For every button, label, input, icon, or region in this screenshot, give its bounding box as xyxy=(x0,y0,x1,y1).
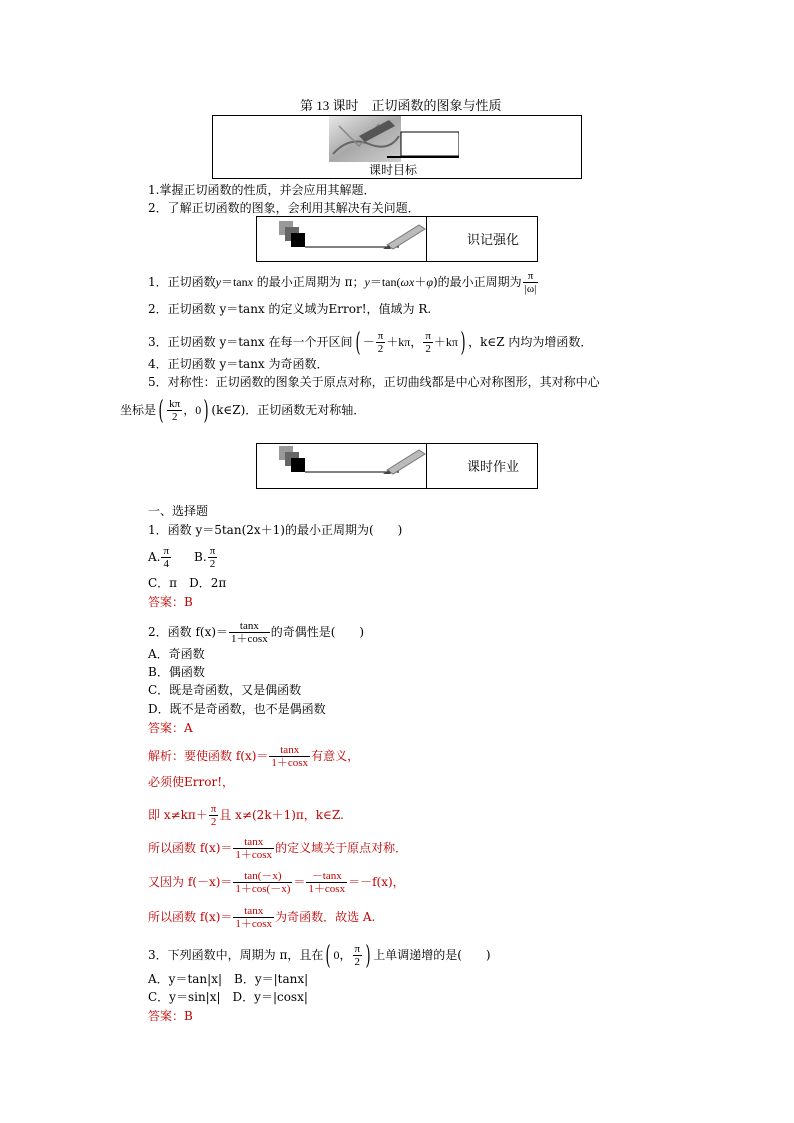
fact-4: 4．正切函数 y＝tanx 为奇函数． xyxy=(148,357,329,371)
part-title: 一、选择题 xyxy=(148,504,209,518)
q3-options-cd: C．y＝sin|x| D．y＝|cosx| xyxy=(148,990,308,1004)
q2-analysis-5: 又因为 f(－x)＝ $\frac{\tan(-x)}{1+\cos(-x)}$ ＝ $\frac{-\tan x}{1+\cos x}$ ＝－f(x)， xyxy=(148,870,405,895)
fact-5-line-2: 坐标是( $\frac{k\pi}{2}$ ，0) (k∈Z)．正切函数无对称轴． xyxy=(120,395,366,426)
fact-3: 3．正切函数 y＝tanx 在每一个开区间( － $\frac{\pi}{2}$ ＋kπ， $\frac{\pi}{2}$ ＋kπ) ，k∈Z 内均为增函数． xyxy=(148,327,593,358)
q2-option-a: A．奇函数 xyxy=(148,647,205,661)
fact-5-line-1: 5．对称性：正切函数的图象关于原点对称，正切曲线都是中心对称图形，其对称中心 xyxy=(148,375,600,389)
q1-answer: 答案：B xyxy=(148,595,193,609)
section-banner-1 xyxy=(256,216,538,262)
q2-option-d: D．既不是奇函数，也不是偶函数 xyxy=(148,702,326,716)
section1-title: 识记强化 xyxy=(467,232,520,247)
q3-stem: 3．下列函数中，周期为 π，且在( 0， $\frac{\pi}{2}$ ) 上单调递增的是( ) xyxy=(148,940,491,971)
goal-header: 课时目标 xyxy=(369,163,418,177)
section2-title: 课时作业 xyxy=(467,459,520,474)
q2-analysis-3: 即 x≠kπ＋ $\frac{\pi}{2}$ 且 x≠(2k＋1)π，k∈Z. xyxy=(148,803,344,828)
q1-stem: 1．函数 y＝5tan(2x＋1)的最小正周期为( ) xyxy=(148,523,403,537)
q2-answer: 答案：A xyxy=(148,721,193,735)
q3-answer: 答案：B xyxy=(148,1009,193,1023)
q2-stem: 2．函数 f(x)＝ $\frac{\tan x}{1+\cos x}$ 的奇偶性是( ) xyxy=(148,620,365,645)
q2-option-c: C．既是奇函数，又是偶函数 xyxy=(148,683,302,697)
page-title: 第 13 课时 正切函数的图象与性质 xyxy=(300,98,502,113)
banner-picture xyxy=(329,116,459,164)
goal-item-2: 2．了解正切函数的图象，会利用其解决有关问题． xyxy=(148,201,420,215)
section-banner-2 xyxy=(256,443,538,489)
q2-analysis-2: 必须使Error!， xyxy=(148,775,235,789)
q2-option-b: B．偶函数 xyxy=(148,665,205,679)
fact-2: 2．正切函数 y＝tanx 的定义域为Error!，值域为 R. xyxy=(148,302,432,316)
fact-1: 1．正切函数y＝tanx 的最小正周期为 π；y＝tan(ωx＋φ)的最小正周期为 $\frac{\pi}{|\omega|}$ xyxy=(148,270,537,295)
q3-options-ab: A．y＝tan|x| B．y＝|tanx| xyxy=(148,972,309,986)
goal-item-1: 1.掌握正切函数的性质，并会应用其解题． xyxy=(148,183,376,197)
q2-analysis-1: 解析：要使函数 f(x)＝ $\frac{\tan x}{1+\cos x}$ 有意义， xyxy=(148,744,360,769)
q1-options-cd: C．π D．2π xyxy=(148,576,227,590)
q1-options-ab: A. $\frac{\pi}{4}$ B. $\frac{\pi}{2}$ xyxy=(148,545,216,570)
squares-icon xyxy=(279,221,429,253)
q2-analysis-6: 所以函数 f(x)＝ $\frac{\tan x}{1+\cos x}$ 为奇函数．故选 A. xyxy=(148,905,376,930)
q2-analysis-4: 所以函数 f(x)＝ $\frac{\tan x}{1+\cos x}$ 的定义域关于原点对称． xyxy=(148,836,408,861)
squares-icon xyxy=(279,446,429,478)
goal-banner xyxy=(212,115,582,179)
